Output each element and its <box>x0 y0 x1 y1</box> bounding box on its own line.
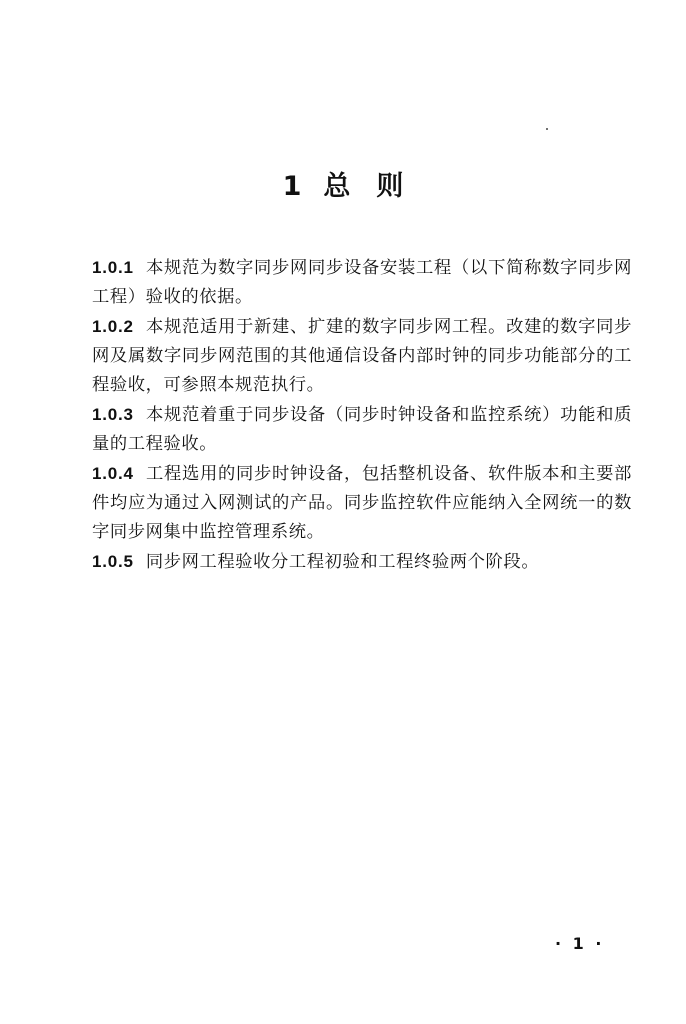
scan-speck <box>546 128 548 130</box>
clause-number: 1.0.1 <box>92 258 134 277</box>
clause-number: 1.0.2 <box>92 317 134 336</box>
clause-text: 本规范适用于新建、扩建的数字同步网工程。改建的数字同步网及属数字同步网范围的其他通信设备内部时钟的同步功能部分的工程验收，可参照本规范执行。 <box>92 317 632 395</box>
chapter-title-word-1: 总 <box>323 171 351 202</box>
clause-1-0-4 <box>92 459 632 547</box>
chapter-number: 1 <box>282 171 302 202</box>
clause-1-0-2 <box>92 312 632 400</box>
clause-1-0-1 <box>92 253 632 312</box>
clause-1-0-5 <box>92 547 632 577</box>
clause-number: 1.0.3 <box>92 405 134 424</box>
clause-1-0-3 <box>92 400 632 459</box>
chapter-title-word-2: 则 <box>376 171 404 202</box>
clause-list <box>92 253 632 577</box>
clause-number: 1.0.5 <box>92 552 134 571</box>
clause-number: 1.0.4 <box>92 464 134 483</box>
clause-text: 工程选用的同步时钟设备，包括整机设备、软件版本和主要部件均应为通过入网测试的产品。同步监控软件应能纳入全网统一的数字同步网集中监控管理系统。 <box>92 464 632 542</box>
clause-text: 本规范为数字同步网同步设备安装工程（以下简称数字同步网工程）验收的依据。 <box>92 258 632 307</box>
chapter-title <box>0 164 686 203</box>
page-number: · 1 · <box>555 934 605 953</box>
clause-text: 本规范着重于同步设备（同步时钟设备和监控系统）功能和质量的工程验收。 <box>92 405 632 454</box>
clause-text: 同步网工程验收分工程初验和工程终验两个阶段。 <box>145 552 540 572</box>
